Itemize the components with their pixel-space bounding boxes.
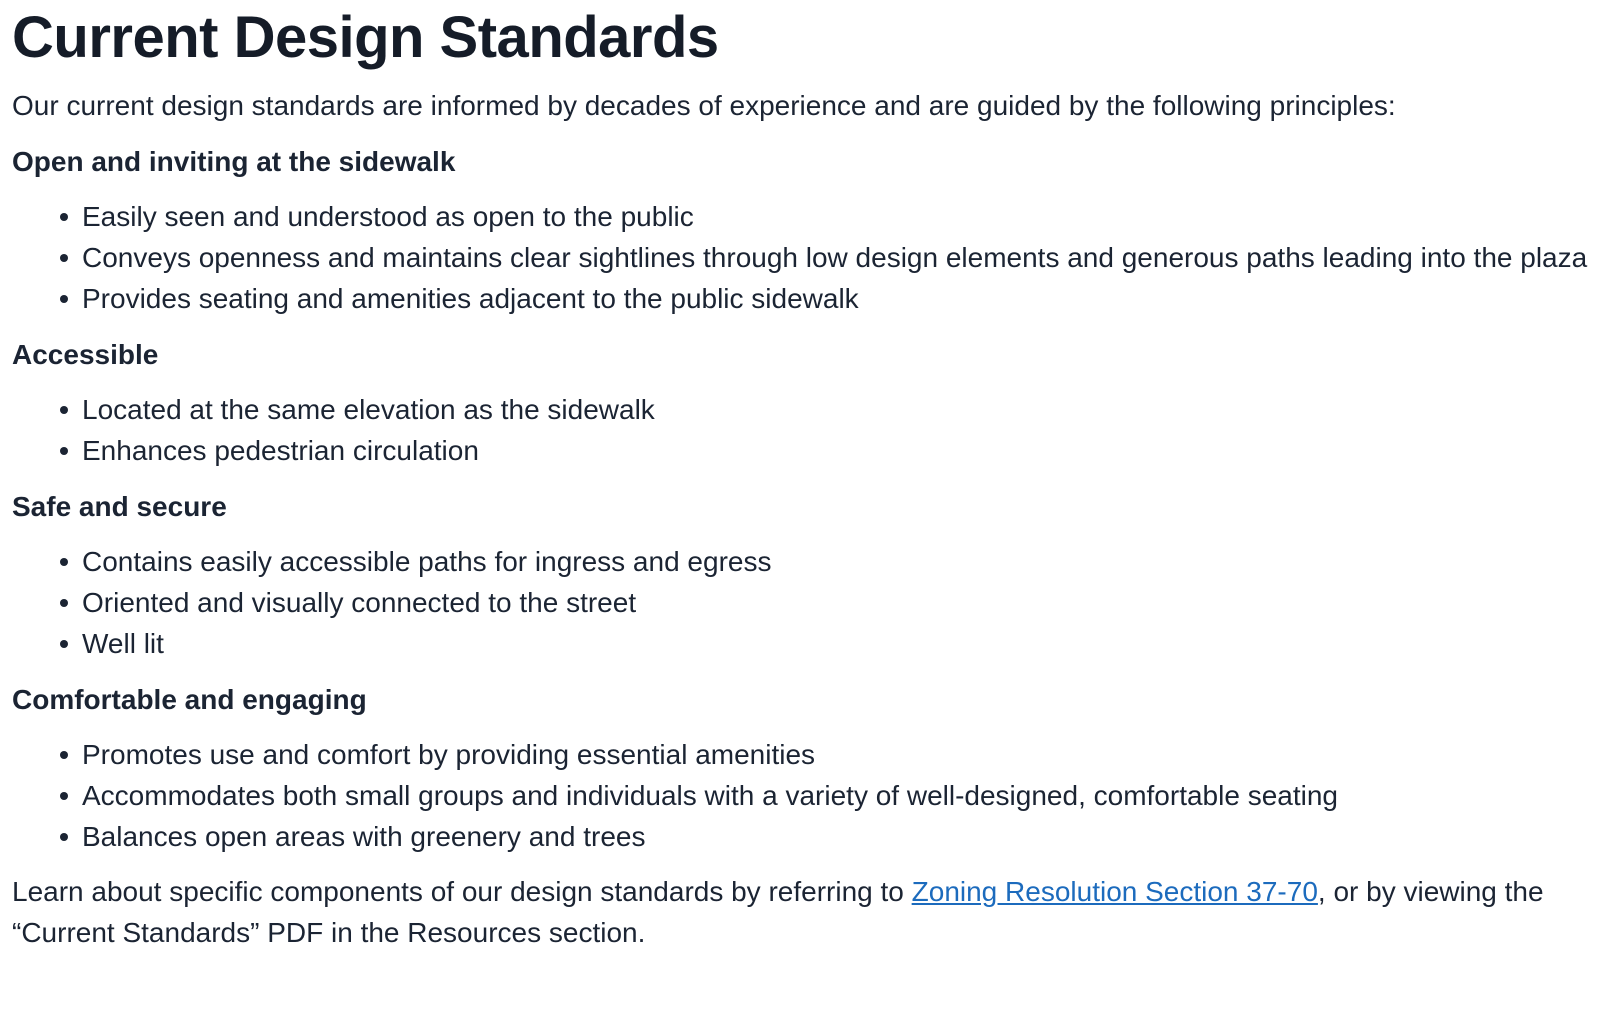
outro-text-before: Learn about specific components of our design standards by referring to [12,876,912,907]
list-item-text: Easily seen and understood as open to the public [82,201,694,232]
intro-paragraph: Our current design standards are informed by decades of experience and are guided by the following principles: [12,90,1396,121]
list-item-text: Conveys openness and maintains clear sightlines through low design elements and generous paths leading into the plaza [82,242,1588,273]
list-item [60,237,1588,278]
bullet-list [12,734,1588,857]
list-item-text: Provides seating and amenities adjacent to the public sidewalk [82,283,859,314]
list-item-text: Balances open areas with greenery and trees [82,821,646,852]
bullet-list [12,196,1588,319]
section-heading: Safe and secure [12,491,227,522]
list-item [60,389,1588,430]
list-item [60,816,1588,857]
section-comfortable-and-engaging [12,682,1588,857]
bullet-icon [60,751,68,759]
page-title: Current Design Standards [12,5,719,70]
outro-paragraph [12,871,1572,953]
list-item-text: Contains easily accessible paths for ingress and egress [82,546,772,577]
bullet-list [12,541,1588,664]
list-item [60,430,1588,471]
bullet-list [12,389,1588,471]
outro-text-after: , or by viewing the “Current Standards” PDF in the Resources section. [12,876,1544,948]
list-item [60,278,1588,319]
list-item-text: Accommodates both small groups and individuals with a variety of well-designed, comfortable seating [82,780,1338,811]
section-safe-and-secure [12,489,1588,664]
list-item [60,734,1588,775]
section-accessible [12,337,1588,471]
list-item-text: Oriented and visually connected to the street [82,587,637,618]
bullet-icon [60,447,68,455]
list-item [60,541,1588,582]
bullet-icon [60,558,68,566]
bullet-icon [60,406,68,414]
bullet-icon [60,640,68,648]
list-item-text: Located at the same elevation as the sidewalk [82,394,655,425]
bullet-icon [60,833,68,841]
list-item [60,623,1588,664]
section-heading: Open and inviting at the sidewalk [12,146,456,177]
section-heading: Comfortable and engaging [12,684,367,715]
bullet-icon [60,599,68,607]
bullet-icon [60,295,68,303]
list-item-text: Promotes use and comfort by providing essential amenities [82,739,816,770]
list-item [60,775,1588,816]
bullet-icon [60,254,68,262]
bullet-icon [60,792,68,800]
section-heading: Accessible [12,339,159,370]
zoning-resolution-link[interactable]: Zoning Resolution Section 37-70 [911,876,1318,907]
section-open-and-inviting [12,144,1588,319]
list-item-text: Well lit [82,628,164,659]
list-item-text: Enhances pedestrian circulation [82,435,479,466]
list-item [60,196,1588,237]
list-item [60,582,1588,623]
bullet-icon [60,213,68,221]
